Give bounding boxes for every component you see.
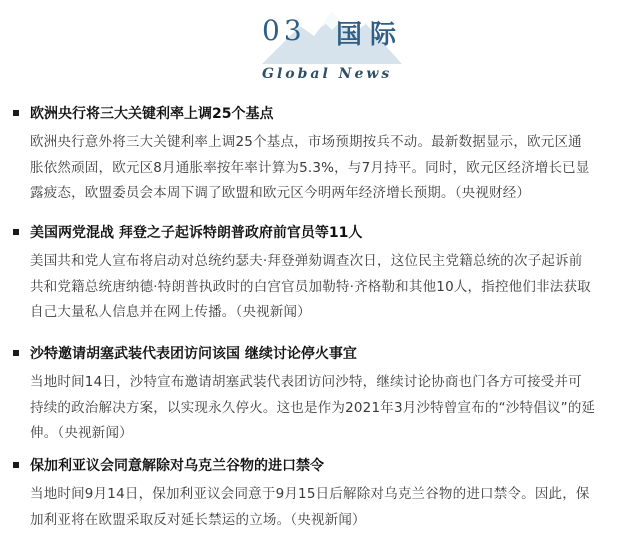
news-title: 美国两党混战 拜登之子起诉特朗普政府前官员等11人	[10, 222, 634, 244]
news-body	[10, 249, 634, 326]
news-item	[10, 103, 634, 207]
news-item	[10, 343, 634, 447]
news-line: 胀依然顽固，欧元区8月通胀率按年率计算为5.3%，与7月持平。同时，欧元区经济增长已显	[30, 156, 634, 182]
news-line: 共和党籍总统唐纳德·特朗普执政时的白宫官员加勒特·齐格勒和其他10人，指控他们非法获取	[30, 275, 634, 301]
bullet-icon	[13, 462, 19, 468]
news-line: 加利亚将在欧盟采取反对延长禁运的立场。（央视新闻）	[30, 508, 634, 533]
news-line: 伸。（央视新闻）	[30, 421, 634, 447]
news-line: 当地时间14日，沙特宣布邀请胡塞武装代表团访问沙特，继续讨论协商也门各方可接受并可	[30, 370, 634, 396]
news-line: 露疲态，欧盟委员会本周下调了欧盟和欧元区今明两年经济增长预期。（央视财经）	[30, 181, 634, 207]
news-body	[10, 370, 634, 447]
news-line: 持续的政治解决方案，以实现永久停火。这也是作为2021年3月沙特曾宣布的“沙特倡议”的延	[30, 396, 634, 422]
news-item	[10, 455, 634, 533]
section-title: 国际	[336, 14, 404, 51]
bullet-icon	[13, 110, 19, 116]
news-title: 沙特邀请胡塞武装代表团访问该国 继续讨论停火事宜	[10, 343, 634, 365]
news-line: 自己大量私人信息并在网上传播。（央视新闻）	[30, 300, 634, 326]
bullet-icon	[13, 229, 19, 235]
news-line: 当地时间9月14日，保加利亚议会同意于9月15日后解除对乌克兰谷物的进口禁令。因此，保	[30, 482, 634, 508]
section-header	[0, 0, 642, 96]
section-number: 03	[262, 14, 306, 47]
news-title: 保加利亚议会同意解除对乌克兰谷物的进口禁令	[10, 455, 634, 477]
news-line: 欧洲央行意外将三大关键利率上调25个基点，市场预期按兵不动。最新数据显示，欧元区通	[30, 130, 634, 156]
news-body	[10, 130, 634, 207]
bullet-icon	[13, 350, 19, 356]
news-line: 美国共和党人宣布将启动对总统约瑟夫·拜登弹劾调查次日，这位民主党籍总统的次子起诉前	[30, 249, 634, 275]
news-title: 欧洲央行将三大关键利率上调25个基点	[10, 103, 634, 125]
news-item	[10, 222, 634, 326]
section-subtitle: Global News	[262, 66, 392, 82]
news-body	[10, 482, 634, 533]
